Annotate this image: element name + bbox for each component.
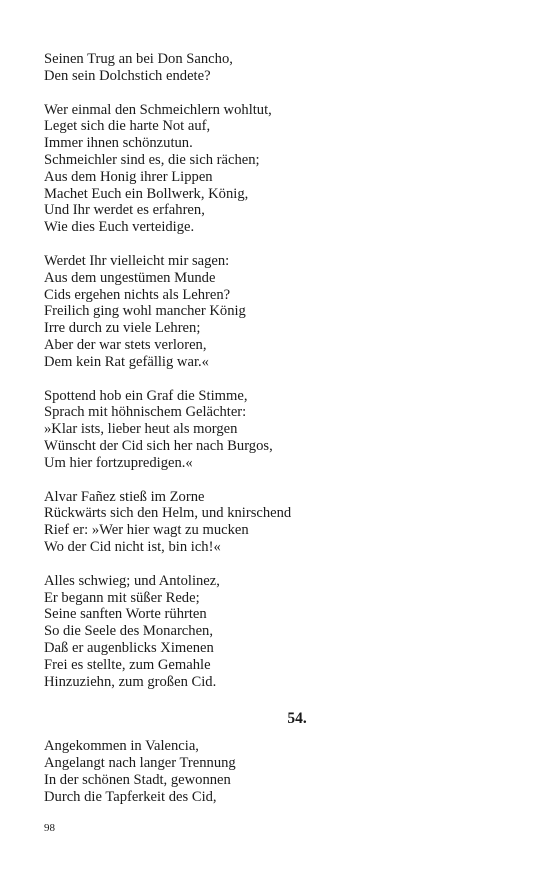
stanzas-after	[44, 738, 514, 805]
stanza	[44, 102, 514, 236]
chapter-heading: 54.	[287, 710, 307, 728]
verse-line: Frei es stellte, zum Gemahle	[44, 656, 211, 673]
verse-line: Wo der Cid nicht ist, bin ich!«	[44, 538, 221, 555]
verse-line: Aus dem ungestümen Munde	[44, 269, 216, 286]
verse-line: Angelangt nach langer Trennung	[44, 755, 236, 772]
verse-line: Und Ihr werdet es erfahren,	[44, 202, 205, 219]
verse-line: Werdet Ihr vielleicht mir sagen:	[44, 252, 230, 269]
verse-line: Spottend hob ein Graf die Stimme,	[44, 387, 248, 404]
verse-line: Den sein Dolchstich endete?	[44, 67, 211, 84]
verse-line: »Klar ists, lieber heut als morgen	[44, 421, 238, 438]
verse-line: Seine sanften Worte rührten	[44, 606, 207, 623]
verse-line: Hinzuziehn, zum großen Cid.	[44, 673, 217, 690]
verse-line: Angekommen in Valencia,	[44, 738, 199, 755]
stanza	[44, 253, 514, 371]
verse-line: Sprach mit höhnischem Gelächter:	[44, 404, 247, 421]
verse-line: Alvar Fañez stieß im Zorne	[44, 488, 205, 505]
verse-line: Immer ihnen schönzutun.	[44, 135, 193, 152]
verse-line: Wünscht der Cid sich her nach Burgos,	[44, 437, 273, 454]
verse-line: Daß er augenblicks Ximenen	[44, 639, 214, 656]
verse-line: Rückwärts sich den Helm, und knirschend	[44, 505, 292, 522]
verse-line: Alles schwieg; und Antolinez,	[44, 572, 220, 589]
verse-line: Um hier fortzupredigen.«	[44, 454, 193, 471]
stanza	[44, 738, 514, 805]
verse-line: Er begann mit süßer Rede;	[44, 589, 200, 606]
stanzas-before	[44, 51, 514, 690]
verse-line: Irre durch zu viele Lehren;	[44, 320, 201, 337]
stanza	[44, 573, 514, 691]
verse-line: Freilich ging wohl mancher König	[44, 303, 246, 320]
verse-line: Schmeichler sind es, die sich rächen;	[44, 151, 260, 168]
verse-line: Machet Euch ein Bollwerk, König,	[44, 185, 249, 202]
verse-line: Seinen Trug an bei Don Sancho,	[44, 51, 233, 67]
verse-line: In der schönen Stadt, gewonnen	[44, 771, 231, 788]
verse-line: Aus dem Honig ihrer Lippen	[44, 168, 213, 185]
verse-line: Dem kein Rat gefällig war.«	[44, 353, 209, 370]
page-number: 98	[44, 822, 55, 834]
verse-line: Durch die Tapferkeit des Cid,	[44, 788, 217, 805]
verse-line: Wie dies Euch verteidige.	[44, 219, 195, 236]
page-text	[44, 51, 514, 822]
verse-line: Leget sich die harte Not auf,	[44, 118, 211, 135]
verse-line: Wer einmal den Schmeichlern wohltut,	[44, 101, 272, 118]
stanza	[44, 51, 514, 85]
verse-line: Cids ergehen nichts als Lehren?	[44, 286, 231, 303]
verse-line: Aber der war stets verloren,	[44, 336, 207, 353]
verse-line: So die Seele des Monarchen,	[44, 623, 213, 640]
verse-line: Rief er: »Wer hier wagt zu mucken	[44, 522, 249, 539]
stanza	[44, 388, 514, 472]
stanza	[44, 489, 514, 556]
